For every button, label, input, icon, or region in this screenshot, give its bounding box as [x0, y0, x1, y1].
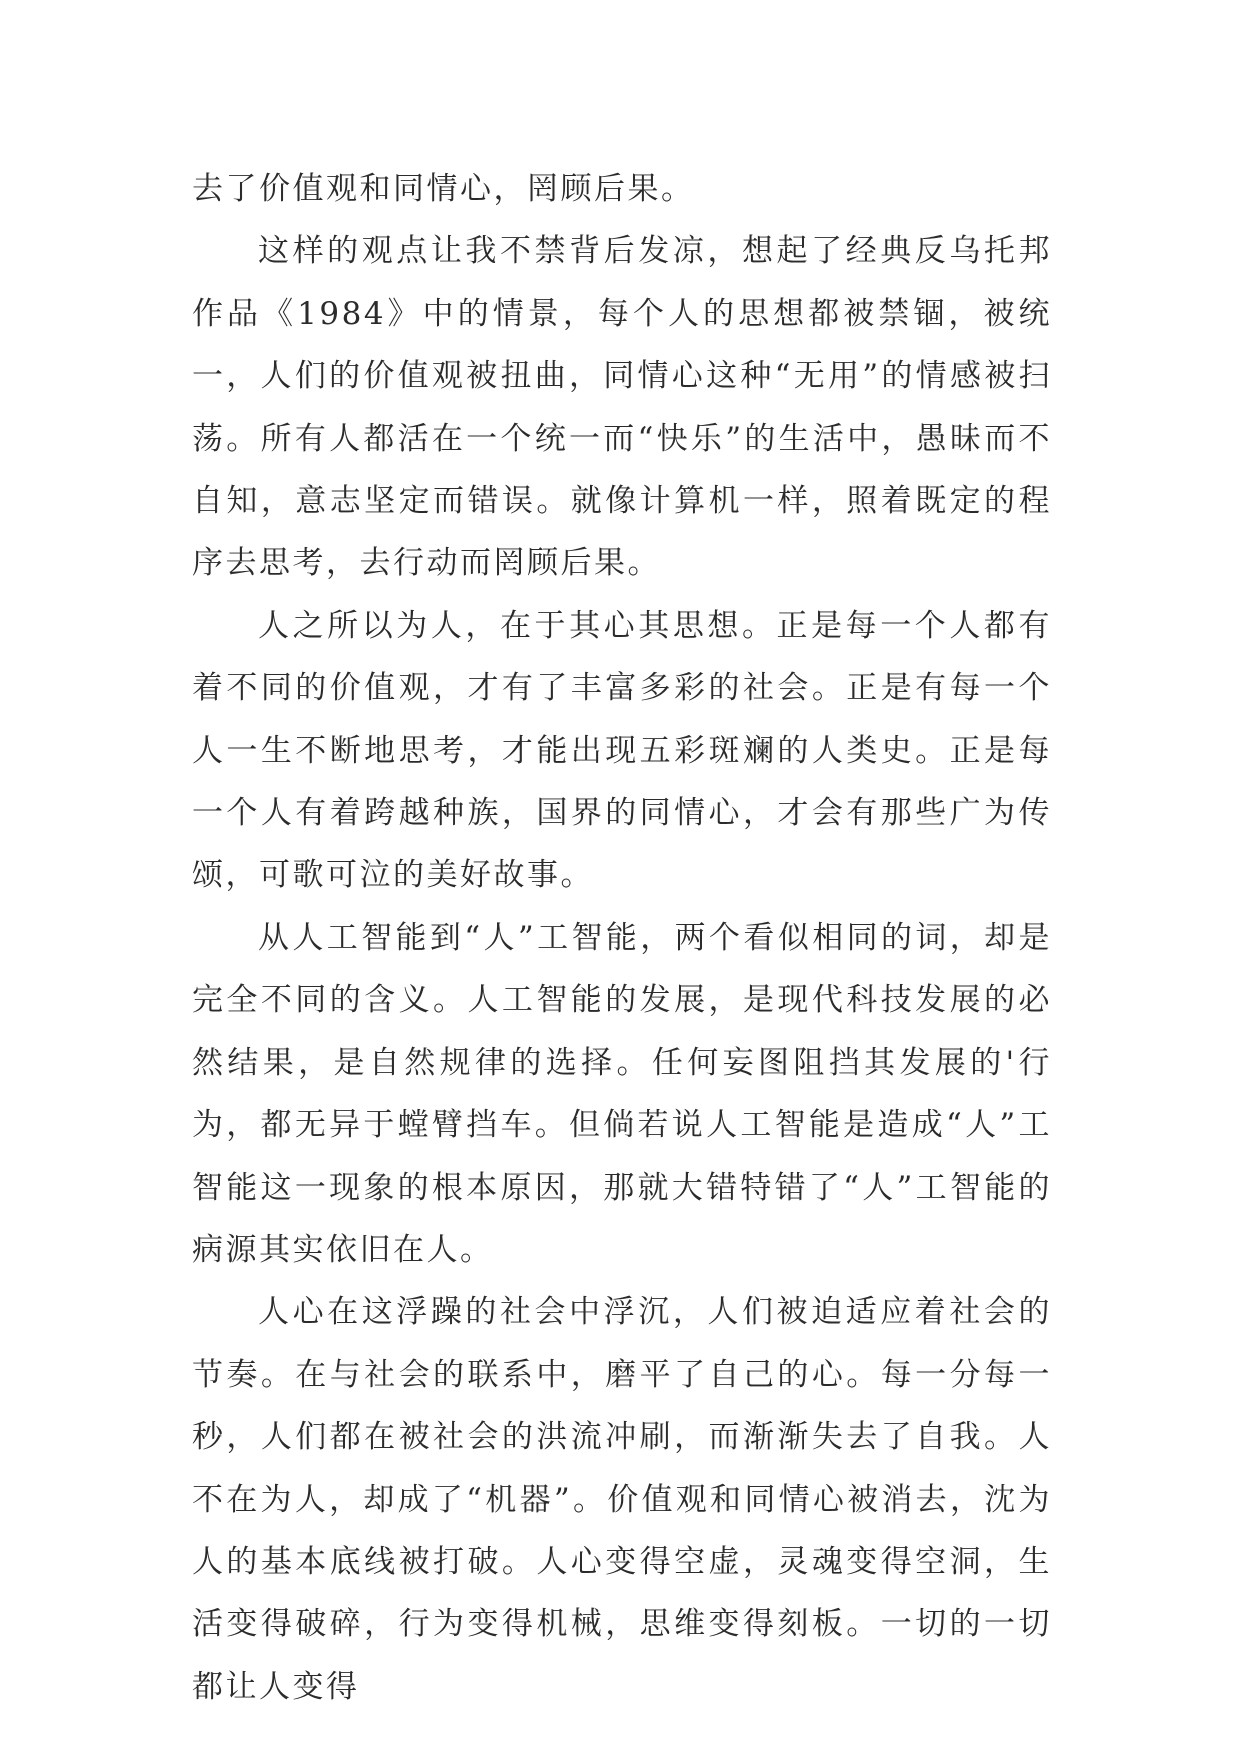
paragraph-ai-meaning: 从人工智能到“人”工智能，两个看似相同的词，却是完全不同的含义。人工智能的发展，是现代科技发展的必然结果，是自然规律的选择。任何妄图阻挡其发展的'行为，都无异于螳臂挡车。但倘若说人工智能是造成“人”工智能这一现象的根本原因，那就大错特错了“人”工智能的病源其实依旧在人。: [192, 919, 1052, 1268]
paragraph-continuation: 去了价值观和同情心，罔顾后果。: [192, 171, 695, 207]
paragraph-society-pressure: 人心在这浮躁的社会中浮沉，人们被迫适应着社会的节奏。在与社会的联系中，磨平了自己的心。每一分每一秒，人们都在被社会的洪流冲刷，而渐渐失去了自我。人不在为人，却成了“机器”。价值观和同情心被消去，沈为人的基本底线被打破。人心变得空虚，灵魂变得空洞，生活变得破碎，行为变得机械，思维变得刻板。一切的一切都让人变得: [192, 1294, 1052, 1705]
paragraph-1984-reflection: 这样的观点让我不禁背后发凉，想起了经典反乌托邦作品《1984》中的情景，每个人的思想都被禁锢，被统一，人们的价值观被扭曲，同情心这种“无用”的情感被扫荡。所有人都活在一个统一而“快乐”的生活中，愚昧而不自知，意志坚定而错误。就像计算机一样，照着既定的程序去思考，去行动而罔顾后果。: [192, 233, 1052, 582]
paragraph-human-nature: 人之所以为人，在于其心其思想。正是每一个人都有着不同的价值观，才有了丰富多彩的社会。正是有每一个人一生不断地思考，才能出现五彩斑斓的人类史。正是每一个人有着跨越种族，国界的同情心，才会有那些广为传颂，可歌可泣的美好故事。: [192, 607, 1052, 894]
document-body: [192, 158, 1052, 1718]
